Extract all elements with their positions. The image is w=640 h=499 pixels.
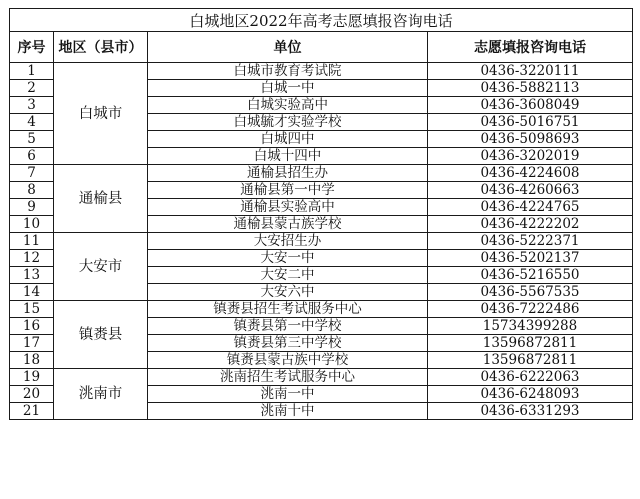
table-row xyxy=(10,233,633,250)
hotline-table xyxy=(9,8,633,420)
unit-cell: 大安一中 xyxy=(148,250,428,267)
table-body xyxy=(10,63,633,420)
region-cell: 白城市 xyxy=(54,63,148,165)
phone-cell: 13596872811 xyxy=(428,352,633,369)
phone-cell: 0436-5098693 xyxy=(428,131,633,148)
phone-cell: 13596872811 xyxy=(428,335,633,352)
unit-cell: 镇赉县第一中学校 xyxy=(148,318,428,335)
phone-cell: 0436-7222486 xyxy=(428,301,633,318)
unit-cell: 大安二中 xyxy=(148,267,428,284)
phone-cell: 0436-5882113 xyxy=(428,80,633,97)
header-phone: 志愿填报咨询电话 xyxy=(428,32,633,63)
title-row xyxy=(10,9,633,32)
phone-cell: 0436-6331293 xyxy=(428,403,633,420)
phone-cell: 15734399288 xyxy=(428,318,633,335)
header-number: 序号 xyxy=(10,32,54,63)
region-cell: 洮南市 xyxy=(54,369,148,420)
row-number: 15 xyxy=(10,301,54,318)
row-number: 1 xyxy=(10,63,54,80)
header-region: 地区（县市） xyxy=(54,32,148,63)
phone-cell: 0436-3608049 xyxy=(428,97,633,114)
row-number: 12 xyxy=(10,250,54,267)
unit-cell: 镇赉县蒙古族中学校 xyxy=(148,352,428,369)
row-number: 6 xyxy=(10,148,54,165)
phone-cell: 0436-4224765 xyxy=(428,199,633,216)
table-row xyxy=(10,301,633,318)
unit-cell: 洮南一中 xyxy=(148,386,428,403)
phone-cell: 0436-4222202 xyxy=(428,216,633,233)
unit-cell: 白城毓才实验学校 xyxy=(148,114,428,131)
row-number: 8 xyxy=(10,182,54,199)
phone-cell: 0436-3220111 xyxy=(428,63,633,80)
row-number: 3 xyxy=(10,97,54,114)
row-number: 16 xyxy=(10,318,54,335)
unit-cell: 镇赉县招生考试服务中心 xyxy=(148,301,428,318)
phone-cell: 0436-6222063 xyxy=(428,369,633,386)
unit-cell: 通榆县第一中学 xyxy=(148,182,428,199)
region-cell: 大安市 xyxy=(54,233,148,301)
unit-cell: 大安六中 xyxy=(148,284,428,301)
unit-cell: 白城一中 xyxy=(148,80,428,97)
unit-cell: 通榆县招生办 xyxy=(148,165,428,182)
row-number: 18 xyxy=(10,352,54,369)
unit-cell: 白城四中 xyxy=(148,131,428,148)
unit-cell: 通榆县蒙古族学校 xyxy=(148,216,428,233)
unit-cell: 镇赉县第三中学校 xyxy=(148,335,428,352)
unit-cell: 通榆县实验高中 xyxy=(148,199,428,216)
row-number: 13 xyxy=(10,267,54,284)
header-unit: 单位 xyxy=(148,32,428,63)
row-number: 10 xyxy=(10,216,54,233)
region-cell: 镇赉县 xyxy=(54,301,148,369)
row-number: 14 xyxy=(10,284,54,301)
row-number: 11 xyxy=(10,233,54,250)
row-number: 9 xyxy=(10,199,54,216)
phone-cell: 0436-5216550 xyxy=(428,267,633,284)
header-row xyxy=(10,32,633,63)
phone-cell: 0436-4260663 xyxy=(428,182,633,199)
row-number: 2 xyxy=(10,80,54,97)
phone-cell: 0436-5222371 xyxy=(428,233,633,250)
row-number: 7 xyxy=(10,165,54,182)
phone-cell: 0436-6248093 xyxy=(428,386,633,403)
region-cell: 通榆县 xyxy=(54,165,148,233)
table-row xyxy=(10,369,633,386)
row-number: 4 xyxy=(10,114,54,131)
unit-cell: 白城十四中 xyxy=(148,148,428,165)
unit-cell: 白城实验高中 xyxy=(148,97,428,114)
phone-cell: 0436-3202019 xyxy=(428,148,633,165)
row-number: 19 xyxy=(10,369,54,386)
row-number: 5 xyxy=(10,131,54,148)
table-row xyxy=(10,63,633,80)
row-number: 17 xyxy=(10,335,54,352)
unit-cell: 白城市教育考试院 xyxy=(148,63,428,80)
row-number: 21 xyxy=(10,403,54,420)
unit-cell: 洮南十中 xyxy=(148,403,428,420)
table-title: 白城地区2022年高考志愿填报咨询电话 xyxy=(10,9,633,32)
phone-cell: 0436-5567535 xyxy=(428,284,633,301)
row-number: 20 xyxy=(10,386,54,403)
phone-cell: 0436-5202137 xyxy=(428,250,633,267)
unit-cell: 洮南招生考试服务中心 xyxy=(148,369,428,386)
unit-cell: 大安招生办 xyxy=(148,233,428,250)
table-row xyxy=(10,165,633,182)
phone-cell: 0436-4224608 xyxy=(428,165,633,182)
phone-cell: 0436-5016751 xyxy=(428,114,633,131)
